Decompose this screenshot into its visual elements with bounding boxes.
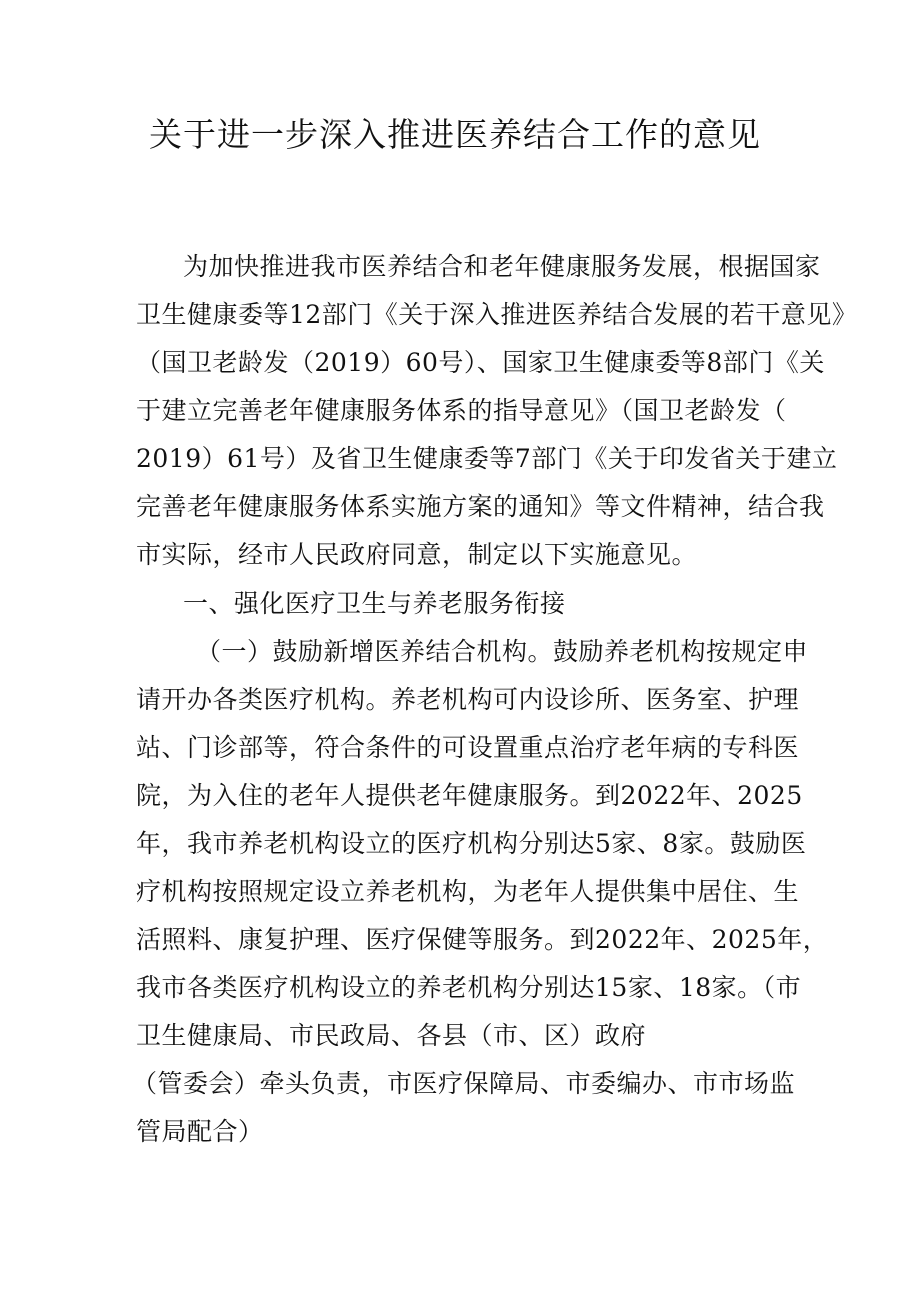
paragraph-line: 卫生健康局、市民政局、各县（市、区）政府 — [136, 1021, 647, 1050]
paragraph-line: 活照料、康复护理、医疗保健等服务。到2022年、2025年， — [136, 925, 829, 954]
paragraph-line: 疗机构按照规定设立养老机构，为老年人提供集中居住、生 — [136, 877, 800, 906]
paragraph-line: 站、门诊部等，符合条件的可设置重点治疗老年病的专科医 — [136, 733, 800, 762]
paragraph-line: 管局配合） — [136, 1117, 264, 1146]
paragraph-line: 我市各类医疗机构设立的养老机构分别达15家、18家。（市 — [136, 973, 802, 1002]
paragraph-line: 为加快推进我市医养结合和老年健康服务发展，根据国家 — [183, 252, 821, 281]
paragraph-line: 市实际，经市人民政府同意，制定以下实施意见。 — [136, 540, 698, 569]
paragraph-line: （国卫老龄发（2019）60号）、国家卫生健康委等8部门《关 — [136, 348, 825, 377]
paragraph-line: 完善老年健康服务体系实施方案的通知》等文件精神，结合我 — [136, 492, 825, 521]
document-title: 关于进一步深入推进医养结合工作的意见 — [149, 115, 761, 154]
paragraph-line: 于建立完善老年健康服务体系的指导意见》（国卫老龄发（ — [136, 396, 787, 425]
paragraph-line: 院，为入住的老年人提供老年健康服务。到2022年、2025 — [136, 781, 803, 810]
paragraph-line: 请开办各类医疗机构。养老机构可内设诊所、医务室、护理 — [136, 685, 800, 714]
paragraph-line: （管委会）牵头负责，市医疗保障局、市委编办、市市场监 — [132, 1069, 796, 1098]
paragraph-line: 年，我市养老机构设立的医疗机构分别达5家、8家。鼓励医 — [136, 829, 807, 858]
paragraph-line: 2019）61号）及省卫生健康委等7部门《关于印发省关于建立 — [136, 444, 838, 473]
section-heading: 一、强化医疗卫生与养老服务衔接 — [183, 589, 566, 618]
paragraph-line: 卫生健康委等12部门《关于深入推进医养结合发展的若干意见》 — [136, 300, 858, 329]
paragraph-line: （一）鼓励新增医养结合机构。鼓励养老机构按规定申 — [196, 637, 809, 666]
